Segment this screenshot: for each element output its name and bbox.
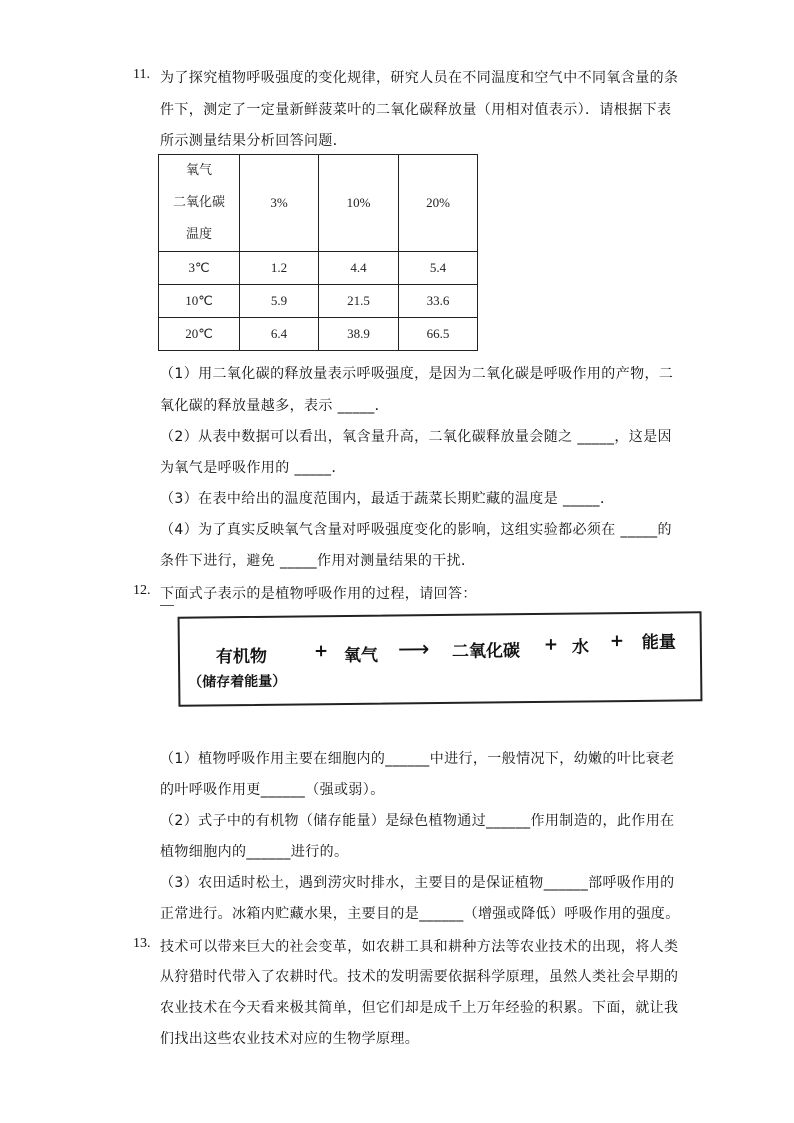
column-header: 3% [240,155,319,252]
divider [160,605,174,606]
q12-sub3-line-2: 正常进行。冰箱内贮藏水果，主要目的是______（增强或降低）呼吸作用的强度。 [160,906,680,922]
table-row [159,285,478,318]
table-row [159,252,478,285]
header-co2: 二氧化碳 [172,195,225,210]
q11-number: 11. [133,67,150,82]
q13-line-2: 从狩猎时代带入了农耕时代。技术的发明需要依据科学原理，虽然人类社会早期的 [160,969,679,985]
row-temperature: 10℃ [159,285,240,318]
table-row [159,318,478,351]
table-cell: 38.9 [319,318,399,351]
column-header: 10% [319,155,399,252]
formula-energy: 能量 [641,632,676,653]
q11-line-2: 件下，测定了一定量新鲜菠菜叶的二氧化碳释放量（用相对值表示）．请根据下表 [160,102,672,118]
q13-number: 13. [133,936,151,951]
table-cell: 5.9 [240,285,319,318]
q12-line-1: 下面式子表示的是植物呼吸作用的过程，请回答： [160,586,477,602]
table-cell: 66.5 [399,318,478,351]
q11-sub1-line-2: 氧化碳的释放量越多，表示 _____． [160,398,390,414]
table-cell: 33.6 [399,285,478,318]
oxygen-co2-table [158,154,478,351]
q12-sub2-line-2: 植物细胞内的______进行的。 [160,844,349,860]
q11-line-1: 为了探究植物呼吸强度的变化规律，研究人员在不同温度和空气中不同氧含量的条 [160,70,679,86]
q11-sub1-line-1: （1）用二氧化碳的释放量表示呼吸强度，是因为二氧化碳是呼吸作用的产物，二 [160,366,674,382]
table-cell: 4.4 [319,252,399,285]
q13-line-1: 技术可以带来巨大的社会变革，如农耕工具和耕种方法等农业技术的出现，将人类 [160,939,679,955]
header-temperature: 温度 [185,227,212,242]
column-header: 20% [399,155,478,252]
q11-sub4-line-1: （4）为了真实反映氧气含量对呼吸强度变化的影响，这组实验都必须在 _____的 [160,522,672,538]
q11-line-3: 所示测量结果分析回答问题． [160,133,348,149]
table-cell: 21.5 [319,285,399,318]
formula-note: （储存着能量） [188,673,287,691]
q12-number: 12. [133,583,151,598]
q11-sub2-line-2: 为氧气是呼吸作用的 _____． [160,460,346,476]
table-cell: 6.4 [240,318,319,351]
q12-sub3-line-1: （3）农田适时松土，遇到涝灾时排水，主要目的是保证植物______部呼吸作用的 [160,875,675,891]
q12-sub1-line-2: 的叶呼吸作用更______（强或弱）。 [160,782,385,798]
row-temperature: 20℃ [159,318,240,351]
formula-organic-matter: 有机物 [215,646,268,668]
formula-plus: + [313,641,329,662]
q12-sub1-line-1: （1）植物呼吸作用主要在细胞内的______中进行，一般情况下，幼嫩的叶比衰老 [160,751,675,767]
q13-line-3: 农业技术在今天看来极其简单，但它们却是成千上万年经验的积累。下面，就让我 [160,1000,679,1016]
q11-sub2-line-1: （2）从表中数据可以看出，氧含量升高，二氧化碳释放量会随之 _____，这是因 [160,429,672,445]
q12-sub2-line-1: （2）式子中的有机物（储存能量）是绿色植物通过______作用制造的，此作用在 [160,813,675,829]
respiration-formula-figure [178,611,703,706]
formula-co2: 二氧化碳 [451,641,521,662]
q11-sub3-line-1: （3）在表中给出的温度范围内，最适于蔬菜长期贮藏的温度是 _____． [160,491,615,507]
table-header-corner [159,155,240,252]
row-temperature: 3℃ [159,252,240,285]
table-cell: 5.4 [399,252,478,285]
q11-sub4-line-2: 条件下进行，避免 _____作用对测量结果的干扰． [160,553,476,569]
formula-plus: + [609,631,625,652]
formula-oxygen: 氧气 [343,645,379,667]
table-cell: 1.2 [240,252,319,285]
formula-water: 水 [571,637,589,658]
header-oxygen: 氧气 [185,163,212,178]
q13-line-4: 们找出这些农业技术对应的生物学原理。 [160,1031,420,1047]
formula-arrow: ⟶ [397,637,430,663]
formula-plus: + [543,634,559,655]
